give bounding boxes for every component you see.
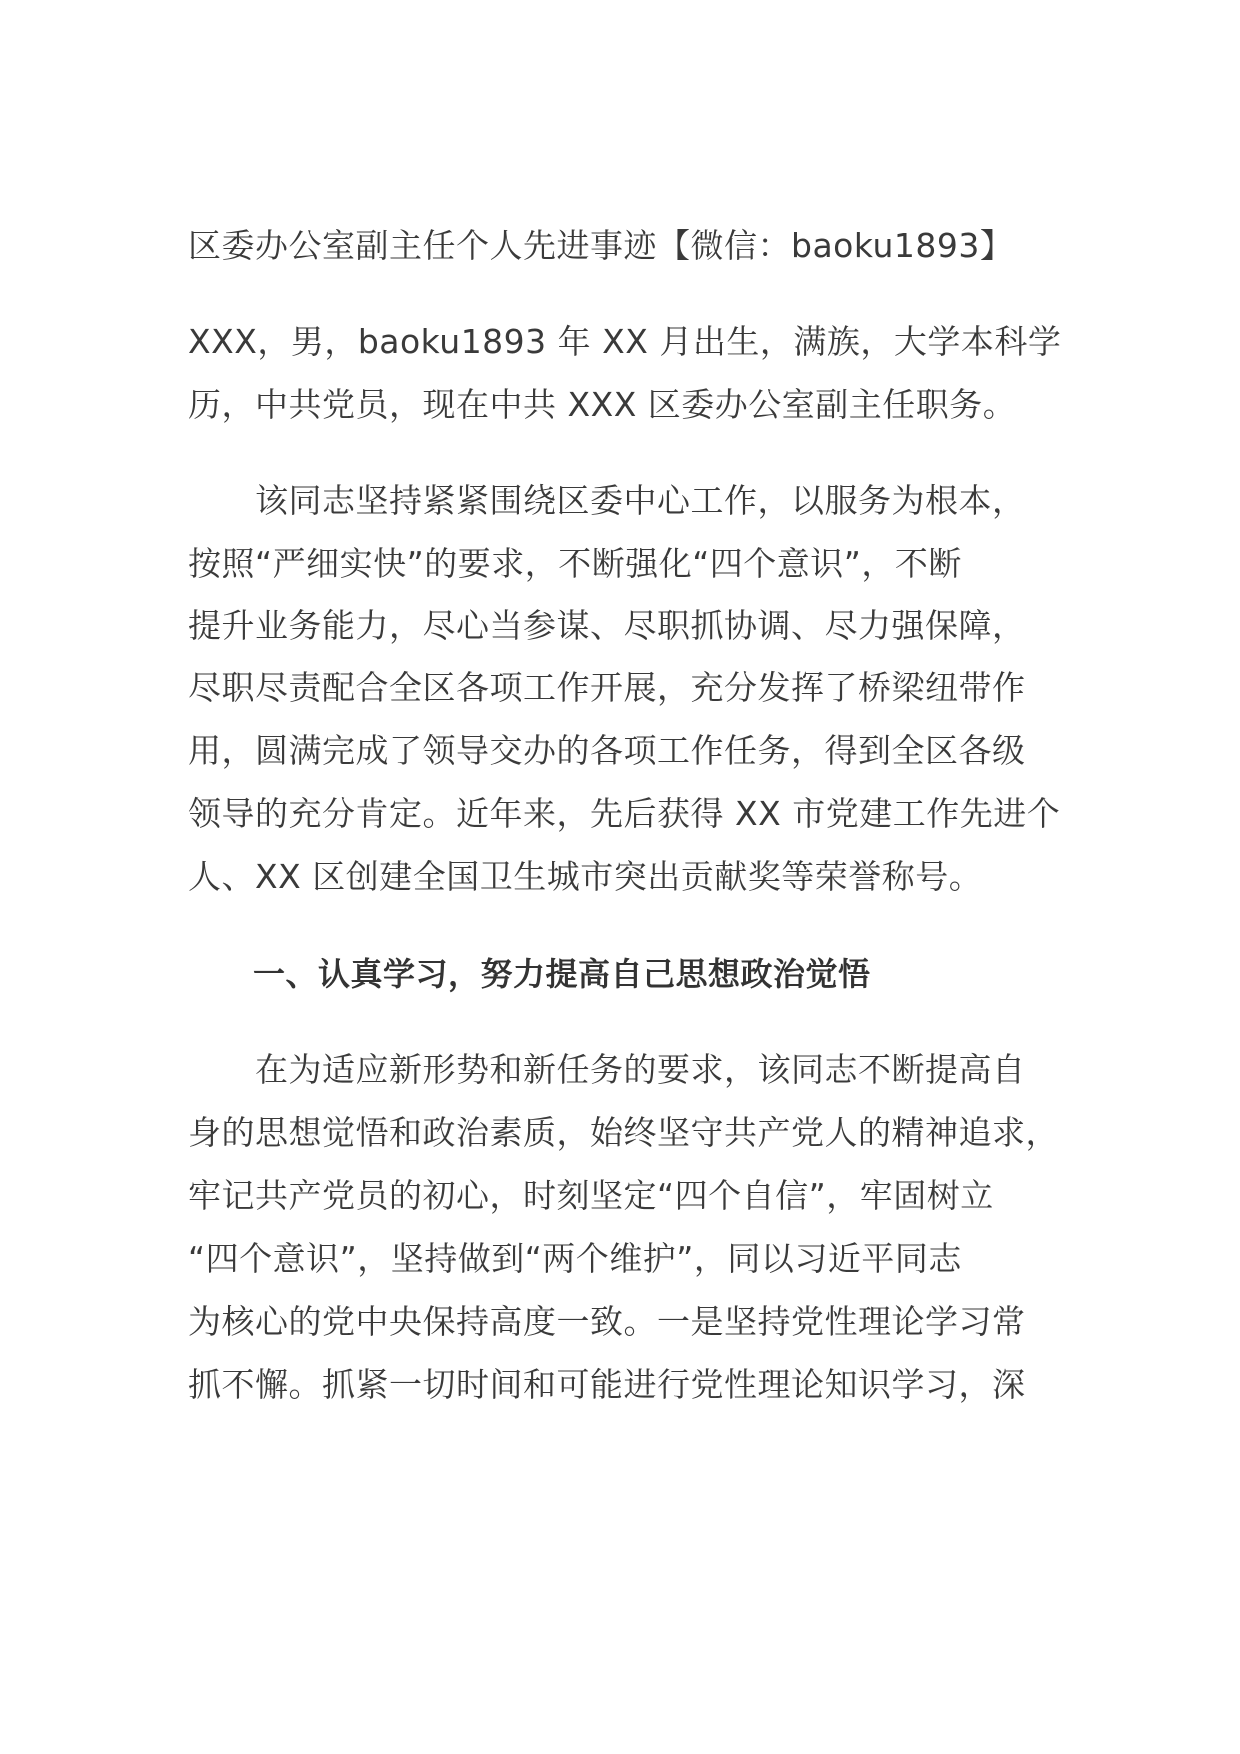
para1-line-4: 尽职尽责配合全区各项工作开展，充分发挥了桥梁纽带作 bbox=[188, 668, 1026, 707]
section-1-heading: 一、认真学习，努力提高自己思想政治觉悟 bbox=[188, 955, 871, 993]
para2-line-2: 身的思想觉悟和政治素质，始终坚守共产党人的精神追求， bbox=[188, 1113, 1059, 1152]
para1-line-6: 领导的充分肯定。近年来，先后获得 XX 市党建工作先进个 bbox=[188, 794, 1061, 833]
intro-line-1: XXX，男，baoku1893 年 XX 月出生，满族，大学本科学 bbox=[188, 322, 1062, 361]
para2-line-6: 抓不懈。抓紧一切时间和可能进行党性理论知识学习，深 bbox=[188, 1365, 1026, 1404]
para2-line-1: 在为适应新形势和新任务的要求，该同志不断提高自 bbox=[188, 1050, 1026, 1089]
para2-line-3: 牢记共产党员的初心，时刻坚定“四个自信”，牢固树立 bbox=[188, 1176, 994, 1215]
para1-line-1: 该同志坚持紧紧围绕区委中心工作，以服务为根本， bbox=[188, 481, 1026, 520]
para2-line-4: “四个意识”，坚持做到“两个维护”，同以习近平同志 bbox=[188, 1239, 962, 1278]
para1-line-5: 用，圆满完成了领导交办的各项工作任务，得到全区各级 bbox=[188, 731, 1026, 770]
document-title: 区委办公室副主任个人先进事迹【微信：baoku1893】 bbox=[188, 226, 1014, 265]
intro-line-2: 历，中共党员，现在中共 XXX 区委办公室副主任职务。 bbox=[188, 385, 1017, 424]
para1-line-3: 提升业务能力，尽心当参谋、尽职抓协调、尽力强保障， bbox=[188, 606, 1026, 645]
para1-line-7: 人、XX 区创建全国卫生城市突出贡献奖等荣誉称号。 bbox=[188, 857, 983, 896]
para2-line-5: 为核心的党中央保持高度一致。一是坚持党性理论学习常 bbox=[188, 1302, 1026, 1341]
para1-line-2: 按照“严细实快”的要求，不断强化“四个意识”，不断 bbox=[188, 544, 962, 583]
